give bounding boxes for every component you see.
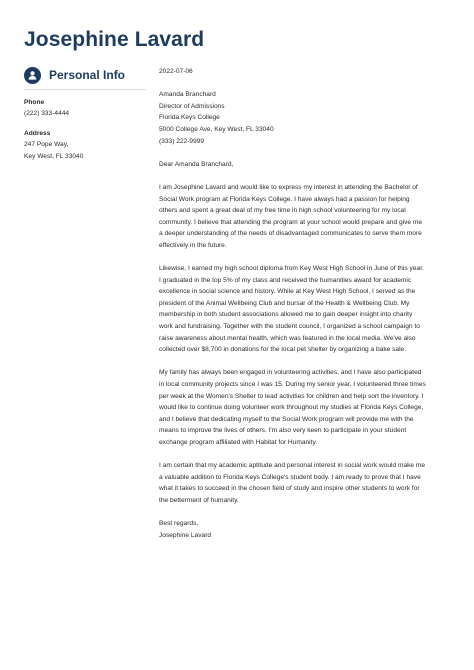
paragraph-line: Social Work program at Florida Keys College. I have always had a passion for helping bbox=[159, 195, 410, 203]
sidebar bbox=[24, 66, 146, 163]
address-line: 247 Pope Way, bbox=[24, 141, 69, 148]
paragraph-line: I am Josephine Lavard and would like to express my interest in attending the Bachelor of bbox=[159, 183, 418, 191]
person-icon bbox=[24, 67, 41, 84]
salutation: Dear Amanda Branchard, bbox=[159, 160, 234, 168]
paragraph bbox=[159, 460, 459, 506]
paragraph bbox=[159, 367, 459, 448]
paragraph-line: others and spent a great deal of my free time in high school volunteering for my local bbox=[159, 207, 406, 215]
recipient-line: (333) 222-9999 bbox=[159, 137, 205, 145]
closing: Best regards, bbox=[159, 520, 199, 528]
address-value bbox=[24, 139, 146, 163]
recipient-block bbox=[159, 89, 459, 147]
paragraph-line: per week at the Women's Shelter to lead activities for children and help sort the inventory. I bbox=[159, 392, 424, 400]
signature: Josephine Lavard bbox=[159, 531, 212, 539]
paragraph-line: membership in both student associations allowed me to gain deeper insight into charity bbox=[159, 311, 413, 319]
paragraph-line: I am certain that my academic aptitude and personal interest in social work would make me bbox=[159, 462, 426, 470]
letter-date: 2022-07-06 bbox=[159, 68, 193, 75]
personal-info-header bbox=[24, 66, 146, 84]
section-title: Personal Info bbox=[49, 68, 126, 82]
recipient-line: Florida Keys College bbox=[159, 114, 220, 122]
address-label: Address bbox=[24, 130, 51, 137]
paragraph-line: effectively in the future. bbox=[159, 241, 227, 249]
paragraph-line: community. I believe that attending the program at your school would prepare and give me bbox=[159, 218, 423, 226]
paragraph-line: president of the Animal Wellbeing Club and bursar of the Health & Wellbeing Club. My bbox=[159, 299, 410, 307]
paragraph-line: work and fundraising. Together with the student council, I organized a school campaign to bbox=[159, 323, 420, 331]
paragraph-line: I graduated in the top 5% of my class and received the humanities award for academic bbox=[159, 276, 412, 284]
paragraph bbox=[159, 182, 459, 252]
applicant-name: Josephine Lavard bbox=[24, 28, 205, 51]
paragraph-line: and I believe that dedicating myself to the Social Work program will provide me with the bbox=[159, 415, 414, 423]
paragraph-line: exchange program affiliated with Habitat for Humanity. bbox=[159, 439, 318, 446]
paragraph-line: My family has always been engaged in volunteering activities, and I have also participated bbox=[159, 369, 422, 377]
phone-label: Phone bbox=[24, 99, 45, 106]
recipient-line: Director of Admissions bbox=[159, 102, 225, 110]
paragraph-line: a valuable addition to Florida Keys College's student body. I am ready to prove that I have bbox=[159, 473, 421, 481]
recipient-line: Amanda Branchard bbox=[159, 91, 216, 99]
paragraph-line: a deeper understanding of the needs of disadvantaged communicates to serve them more bbox=[159, 230, 422, 238]
paragraph-line: excellence in social science and history. While at Key West High School, I served as the bbox=[159, 288, 416, 296]
paragraph-line: would like to continue doing volunteer work throughout my studies at Florida Keys College, bbox=[159, 404, 424, 412]
letter-body bbox=[159, 66, 459, 541]
address-line: Key West, FL 33040 bbox=[24, 153, 84, 160]
recipient-line: 5000 College Ave, Key West, FL 33040 bbox=[159, 125, 274, 133]
paragraph-line: Likewise, I earned my high school diploma from Key West High School in June of this year. bbox=[159, 265, 424, 273]
paragraph-line: what it takes to succeed in the chosen field of study and inspire other students to work for bbox=[159, 485, 420, 493]
paragraph-line: collected over $8,700 in donations for the local pet shelter by organizing a bake sale. bbox=[159, 346, 407, 354]
phone-value: (222) 333-4444 bbox=[24, 110, 70, 117]
paragraph-line: in local community projects since I was 15. During my senior year, I volunteered three times bbox=[159, 381, 426, 389]
paragraph-line: means to improve the lives of others. I'm also very keen to participate in your student bbox=[159, 427, 407, 435]
section-divider bbox=[24, 89, 146, 90]
paragraph-line: raise awareness about mental health, which was featured in the local media. We've also bbox=[159, 334, 416, 342]
paragraph bbox=[159, 263, 459, 356]
paragraph-line: the betterment of humanity. bbox=[159, 496, 239, 504]
